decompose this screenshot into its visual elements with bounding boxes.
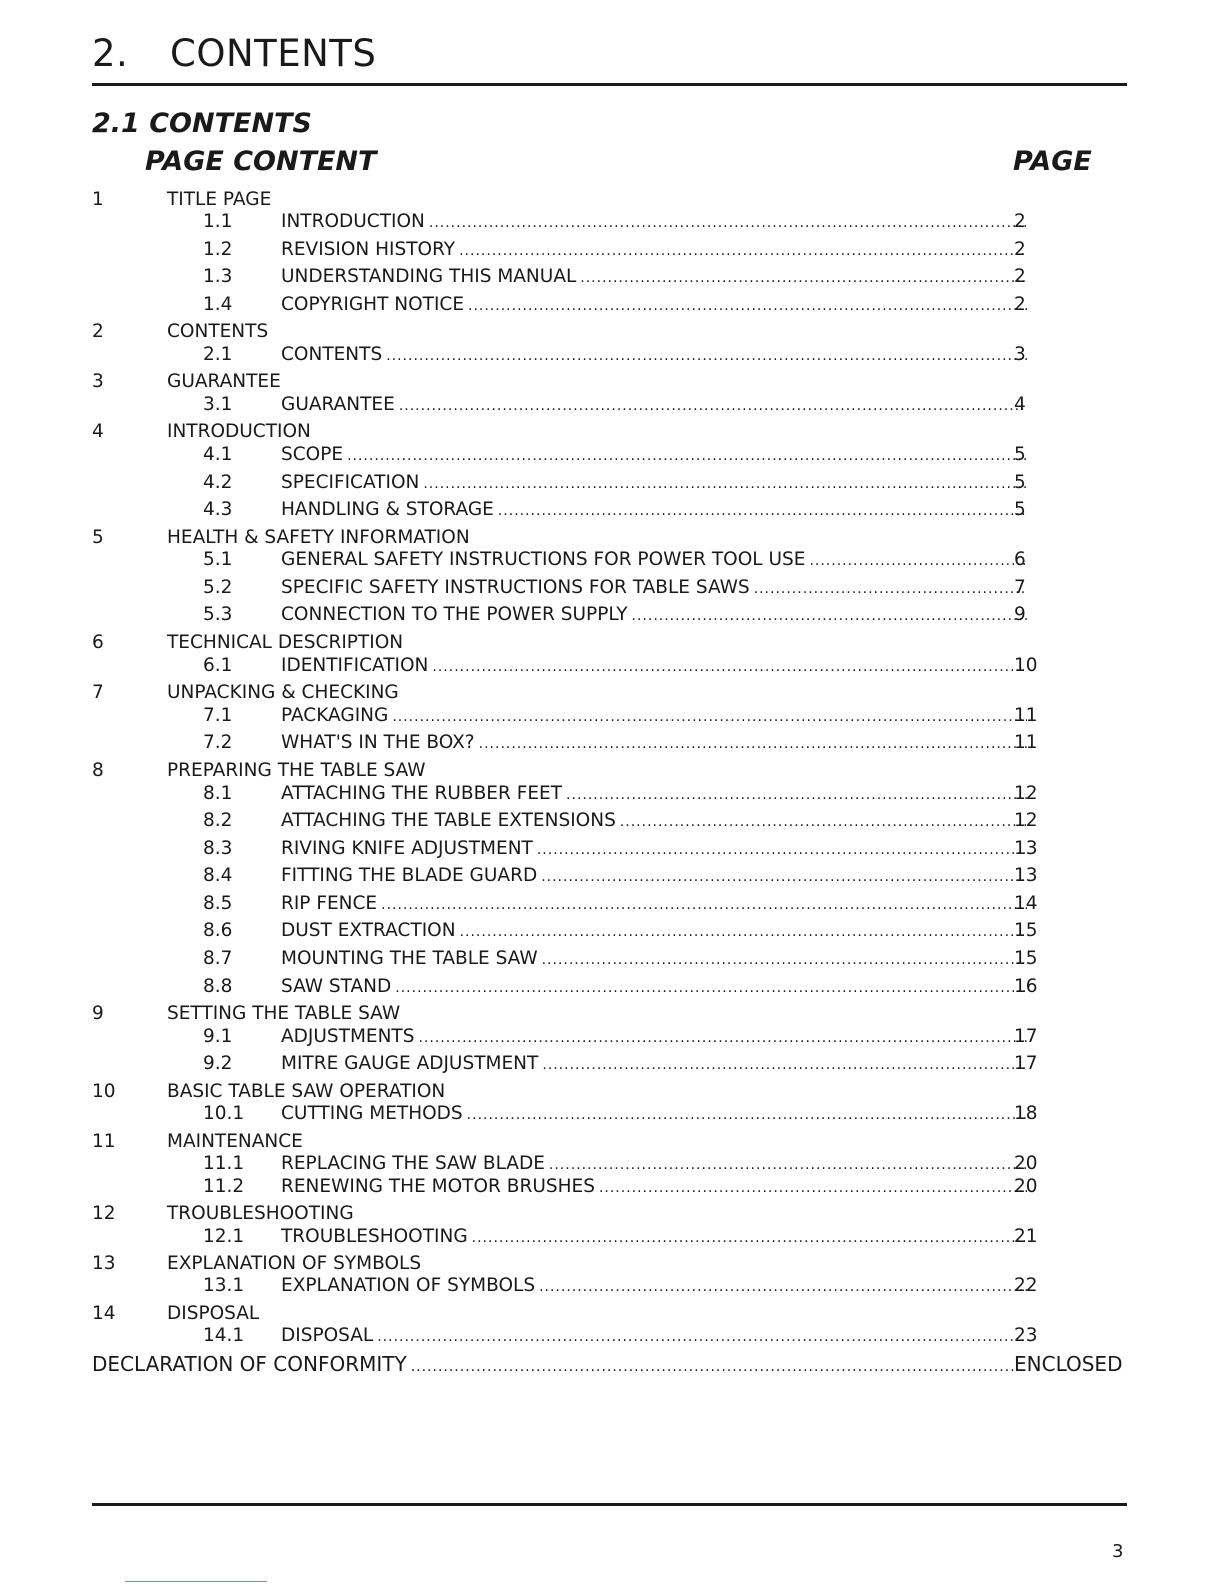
dot-leader xyxy=(399,394,1027,418)
dot-leader xyxy=(542,1053,1027,1077)
entry-title: SAW STAND xyxy=(281,976,392,997)
entry-title: GENERAL SAFETY INSTRUCTIONS FOR POWER TOOL USE xyxy=(281,549,806,570)
entry-title: CONTENTS xyxy=(281,344,383,365)
dot-leader xyxy=(418,1026,1027,1050)
toc-entry-row xyxy=(0,603,1225,627)
entry-title: UNDERSTANDING THIS MANUAL xyxy=(281,266,577,287)
entry-leader xyxy=(281,1052,1027,1077)
entry-title: PACKAGING xyxy=(281,705,389,726)
entry-title: CONNECTION TO THE POWER SUPPLY xyxy=(281,604,628,625)
section-title: DISPOSAL xyxy=(167,1303,260,1324)
dot-leader xyxy=(381,893,1027,917)
section-number: 12 xyxy=(92,1203,116,1224)
column-head-content: PAGE CONTENT xyxy=(145,146,377,177)
entry-title: REVISION HISTORY xyxy=(281,239,456,260)
page-number: 3 xyxy=(1112,1541,1124,1562)
entry-page: 16 xyxy=(1014,976,1038,997)
toc-section-row xyxy=(0,1080,1225,1104)
entry-page: 15 xyxy=(1014,920,1038,941)
entry-page: 22 xyxy=(1014,1275,1038,1296)
entry-number: 8.8 xyxy=(203,976,233,997)
entry-title: GUARANTEE xyxy=(281,394,395,415)
entry-number: 4.2 xyxy=(203,472,233,493)
scan-edge-line xyxy=(125,1581,267,1582)
entry-number: 4.3 xyxy=(203,499,233,520)
entry-number: 8.1 xyxy=(203,783,233,804)
entry-title: SPECIFIC SAFETY INSTRUCTIONS FOR TABLE SAWS xyxy=(281,577,750,598)
entry-number: 7.2 xyxy=(203,732,233,753)
toc-entry-row xyxy=(0,498,1225,522)
toc-entry-row xyxy=(0,864,1225,888)
toc-entry-row xyxy=(0,704,1225,728)
toc-section-row xyxy=(0,1130,1225,1154)
entry-leader xyxy=(281,1102,1027,1127)
dot-leader xyxy=(411,1355,1014,1379)
entry-title: COPYRIGHT NOTICE xyxy=(281,294,465,315)
section-title: HEALTH & SAFETY INFORMATION xyxy=(167,527,470,548)
toc-entry-row xyxy=(0,238,1225,262)
dot-leader xyxy=(632,604,1027,628)
entry-title: ADJUSTMENTS xyxy=(281,1026,415,1047)
entry-leader xyxy=(281,210,1027,235)
section-number: 6 xyxy=(92,632,104,653)
toc-entry-row xyxy=(0,809,1225,833)
chapter-number: 2. xyxy=(92,32,129,75)
dot-leader xyxy=(549,1153,1027,1177)
section-title: MAINTENANCE xyxy=(167,1131,303,1152)
section-number: 5 xyxy=(92,527,104,548)
toc-section-row xyxy=(0,320,1225,344)
entry-title: SPECIFICATION xyxy=(281,472,420,493)
section-title: CONTENTS xyxy=(167,321,269,342)
entry-leader xyxy=(281,1025,1027,1050)
toc-section-row xyxy=(0,1302,1225,1326)
entry-number: 10.1 xyxy=(203,1103,245,1124)
entry-number: 8.3 xyxy=(203,838,233,859)
entry-page: 10 xyxy=(1014,655,1038,676)
column-head-page: PAGE xyxy=(1013,146,1092,177)
toc-entry-row xyxy=(0,1175,1225,1199)
entry-leader xyxy=(281,782,1027,807)
toc-entry-row xyxy=(0,265,1225,289)
section-number: 2 xyxy=(92,321,104,342)
section-number: 10 xyxy=(92,1081,116,1102)
toc-entry-row xyxy=(0,892,1225,916)
entry-page: 12 xyxy=(1014,810,1038,831)
toc-entry-row xyxy=(0,782,1225,806)
entry-number: 11.1 xyxy=(203,1153,245,1174)
entry-title: RENEWING THE MOTOR BRUSHES xyxy=(281,1176,595,1197)
section-number: 8 xyxy=(92,760,104,781)
toc-declaration-row xyxy=(0,1352,1225,1376)
entry-number: 9.2 xyxy=(203,1053,233,1074)
entry-leader xyxy=(281,393,1027,418)
section-title: INTRODUCTION xyxy=(167,421,311,442)
entry-page: 20 xyxy=(1014,1176,1038,1197)
toc-entry-row xyxy=(0,1324,1225,1348)
dot-leader xyxy=(809,549,1027,573)
toc-section-row xyxy=(0,1252,1225,1276)
toc-entry-row xyxy=(0,576,1225,600)
dot-leader xyxy=(459,239,1027,263)
dot-leader xyxy=(429,211,1027,235)
section-title: TECHNICAL DESCRIPTION xyxy=(167,632,404,653)
entry-page: 20 xyxy=(1014,1153,1038,1174)
entry-leader xyxy=(281,975,1027,1000)
entry-number: 1.4 xyxy=(203,294,233,315)
entry-leader xyxy=(281,265,1027,290)
entry-leader xyxy=(281,1274,1027,1299)
section-number: 4 xyxy=(92,421,104,442)
entry-page: 18 xyxy=(1014,1103,1038,1124)
toc-section-row xyxy=(0,370,1225,394)
toc-entry-row xyxy=(0,1025,1225,1049)
entry-title: DISPOSAL xyxy=(281,1325,374,1346)
declaration-leader xyxy=(92,1352,1014,1379)
entry-leader xyxy=(281,238,1027,263)
entry-page: 2 xyxy=(1014,266,1026,287)
section-title: TITLE PAGE xyxy=(167,189,272,210)
dot-leader xyxy=(460,920,1027,944)
dot-leader xyxy=(347,444,1027,468)
toc-entry-row xyxy=(0,1052,1225,1076)
entry-title: MOUNTING THE TABLE SAW xyxy=(281,948,538,969)
entry-page: 17 xyxy=(1014,1026,1038,1047)
entry-number: 4.1 xyxy=(203,444,233,465)
toc-section-row xyxy=(0,681,1225,705)
dot-leader xyxy=(479,732,1027,756)
entry-number: 5.2 xyxy=(203,577,233,598)
entry-page: 5 xyxy=(1014,499,1026,520)
toc-entry-row xyxy=(0,654,1225,678)
declaration-title: DECLARATION OF CONFORMITY xyxy=(92,1352,407,1376)
section-number: 13 xyxy=(92,1253,116,1274)
entry-page: 6 xyxy=(1014,549,1026,570)
entry-page: 11 xyxy=(1014,705,1038,726)
section-title: TROUBLESHOOTING xyxy=(167,1203,354,1224)
entry-leader xyxy=(281,1152,1027,1177)
entry-leader xyxy=(281,1175,1027,1200)
dot-leader xyxy=(423,472,1027,496)
dot-leader xyxy=(377,1325,1027,1349)
entry-title: WHAT'S IN THE BOX? xyxy=(281,732,475,753)
entry-leader xyxy=(281,809,1027,834)
dot-leader xyxy=(472,1226,1027,1250)
entry-title: CUTTING METHODS xyxy=(281,1103,463,1124)
section-title: BASIC TABLE SAW OPERATION xyxy=(167,1081,446,1102)
chapter-title: CONTENTS xyxy=(170,32,377,75)
entry-number: 1.2 xyxy=(203,239,233,260)
entry-number: 2.1 xyxy=(203,344,233,365)
dot-leader xyxy=(599,1176,1027,1200)
entry-leader xyxy=(281,548,1027,573)
dot-leader xyxy=(395,976,1027,1000)
entry-number: 14.1 xyxy=(203,1325,245,1346)
entry-page: 9 xyxy=(1014,604,1026,625)
entry-number: 9.1 xyxy=(203,1026,233,1047)
section-title: SETTING THE TABLE SAW xyxy=(167,1003,401,1024)
entry-number: 8.6 xyxy=(203,920,233,941)
toc-entry-row xyxy=(0,210,1225,234)
toc-entry-row xyxy=(0,471,1225,495)
entry-page: 15 xyxy=(1014,948,1038,969)
dot-leader xyxy=(468,294,1027,318)
entry-number: 13.1 xyxy=(203,1275,245,1296)
entry-number: 3.1 xyxy=(203,394,233,415)
dot-leader xyxy=(392,705,1027,729)
entry-leader xyxy=(281,293,1027,318)
entry-page: 14 xyxy=(1014,893,1038,914)
declaration-page: ENCLOSED xyxy=(1014,1352,1123,1376)
entry-leader xyxy=(281,1324,1027,1349)
entry-number: 5.3 xyxy=(203,604,233,625)
entry-title: IDENTIFICATION xyxy=(281,655,429,676)
toc-section-row xyxy=(0,1202,1225,1226)
toc-section-row xyxy=(0,1002,1225,1026)
toc-entry-row xyxy=(0,1274,1225,1298)
entry-title: EXPLANATION OF SYMBOLS xyxy=(281,1275,536,1296)
toc-entry-row xyxy=(0,343,1225,367)
toc-entry-row xyxy=(0,443,1225,467)
toc-entry-row xyxy=(0,731,1225,755)
toc-entry-row xyxy=(0,919,1225,943)
entry-number: 11.2 xyxy=(203,1176,245,1197)
section-number: 11 xyxy=(92,1131,116,1152)
entry-title: ATTACHING THE RUBBER FEET xyxy=(281,783,563,804)
section-title: UNPACKING & CHECKING xyxy=(167,682,399,703)
entry-number: 12.1 xyxy=(203,1226,245,1247)
toc-entry-row xyxy=(0,837,1225,861)
section-title: EXPLANATION OF SYMBOLS xyxy=(167,1253,422,1274)
entry-page: 5 xyxy=(1014,444,1026,465)
entry-title: RIP FENCE xyxy=(281,893,378,914)
entry-number: 5.1 xyxy=(203,549,233,570)
section-number: 7 xyxy=(92,682,104,703)
entry-leader xyxy=(281,919,1027,944)
dot-leader xyxy=(542,948,1027,972)
entry-page: 13 xyxy=(1014,865,1038,886)
section-subtitle: 2.1 CONTENTS xyxy=(92,108,312,139)
entry-page: 12 xyxy=(1014,783,1038,804)
entry-page: 3 xyxy=(1014,344,1026,365)
toc-section-row xyxy=(0,188,1225,212)
entry-leader xyxy=(281,837,1027,862)
entry-number: 8.7 xyxy=(203,948,233,969)
entry-leader xyxy=(281,731,1027,756)
section-title: PREPARING THE TABLE SAW xyxy=(167,760,426,781)
toc-entry-row xyxy=(0,548,1225,572)
entry-title: MITRE GAUGE ADJUSTMENT xyxy=(281,1053,539,1074)
entry-number: 6.1 xyxy=(203,655,233,676)
dot-leader xyxy=(566,783,1027,807)
entry-title: SCOPE xyxy=(281,444,344,465)
entry-page: 11 xyxy=(1014,732,1038,753)
section-number: 1 xyxy=(92,189,104,210)
entry-page: 5 xyxy=(1014,472,1026,493)
dot-leader xyxy=(498,499,1027,523)
dot-leader xyxy=(432,655,1027,679)
entry-title: ATTACHING THE TABLE EXTENSIONS xyxy=(281,810,616,831)
entry-page: 2 xyxy=(1014,239,1026,260)
entry-page: 2 xyxy=(1014,294,1026,315)
entry-page: 7 xyxy=(1014,577,1026,598)
toc-entry-row xyxy=(0,393,1225,417)
entry-page: 17 xyxy=(1014,1053,1038,1074)
dot-leader xyxy=(754,577,1027,601)
toc-entry-row xyxy=(0,947,1225,971)
footer-rule xyxy=(92,1503,1127,1506)
entry-title: FITTING THE BLADE GUARD xyxy=(281,865,538,886)
dot-leader xyxy=(537,838,1027,862)
entry-title: INTRODUCTION xyxy=(281,211,425,232)
dot-leader xyxy=(580,266,1027,290)
entry-number: 1.1 xyxy=(203,211,233,232)
entry-title: REPLACING THE SAW BLADE xyxy=(281,1153,545,1174)
entry-page: 2 xyxy=(1014,211,1026,232)
dot-leader xyxy=(620,810,1027,834)
entry-number: 8.4 xyxy=(203,865,233,886)
entry-page: 23 xyxy=(1014,1325,1038,1346)
toc-entry-row xyxy=(0,975,1225,999)
entry-leader xyxy=(281,947,1027,972)
entry-page: 13 xyxy=(1014,838,1038,859)
entry-title: DUST EXTRACTION xyxy=(281,920,456,941)
toc-entry-row xyxy=(0,293,1225,317)
section-number: 3 xyxy=(92,371,104,392)
entry-title: RIVING KNIFE ADJUSTMENT xyxy=(281,838,533,859)
entry-title: TROUBLESHOOTING xyxy=(281,1226,468,1247)
toc-section-row xyxy=(0,526,1225,550)
toc-entry-row xyxy=(0,1225,1225,1249)
entry-number: 1.3 xyxy=(203,266,233,287)
entry-page: 4 xyxy=(1014,394,1026,415)
section-title: GUARANTEE xyxy=(167,371,281,392)
entry-leader xyxy=(281,603,1027,628)
entry-page: 21 xyxy=(1014,1226,1038,1247)
entry-leader xyxy=(281,576,1027,601)
entry-number: 8.5 xyxy=(203,893,233,914)
entry-leader xyxy=(281,892,1027,917)
entry-leader xyxy=(281,704,1027,729)
entry-number: 8.2 xyxy=(203,810,233,831)
toc-section-row xyxy=(0,631,1225,655)
section-number: 9 xyxy=(92,1003,104,1024)
dot-leader xyxy=(539,1275,1027,1299)
entry-number: 7.1 xyxy=(203,705,233,726)
entry-leader xyxy=(281,1225,1027,1250)
dot-leader xyxy=(467,1103,1027,1127)
toc-section-row xyxy=(0,420,1225,444)
toc-section-row xyxy=(0,759,1225,783)
entry-leader xyxy=(281,343,1027,368)
toc-entry-row xyxy=(0,1152,1225,1176)
entry-leader xyxy=(281,864,1027,889)
toc-entry-row xyxy=(0,1102,1225,1126)
entry-leader xyxy=(281,498,1027,523)
section-number: 14 xyxy=(92,1303,116,1324)
entry-leader xyxy=(281,471,1027,496)
dot-leader xyxy=(386,344,1027,368)
entry-title: HANDLING & STORAGE xyxy=(281,499,494,520)
entry-leader xyxy=(281,443,1027,468)
entry-leader xyxy=(281,654,1027,679)
dot-leader xyxy=(541,865,1027,889)
